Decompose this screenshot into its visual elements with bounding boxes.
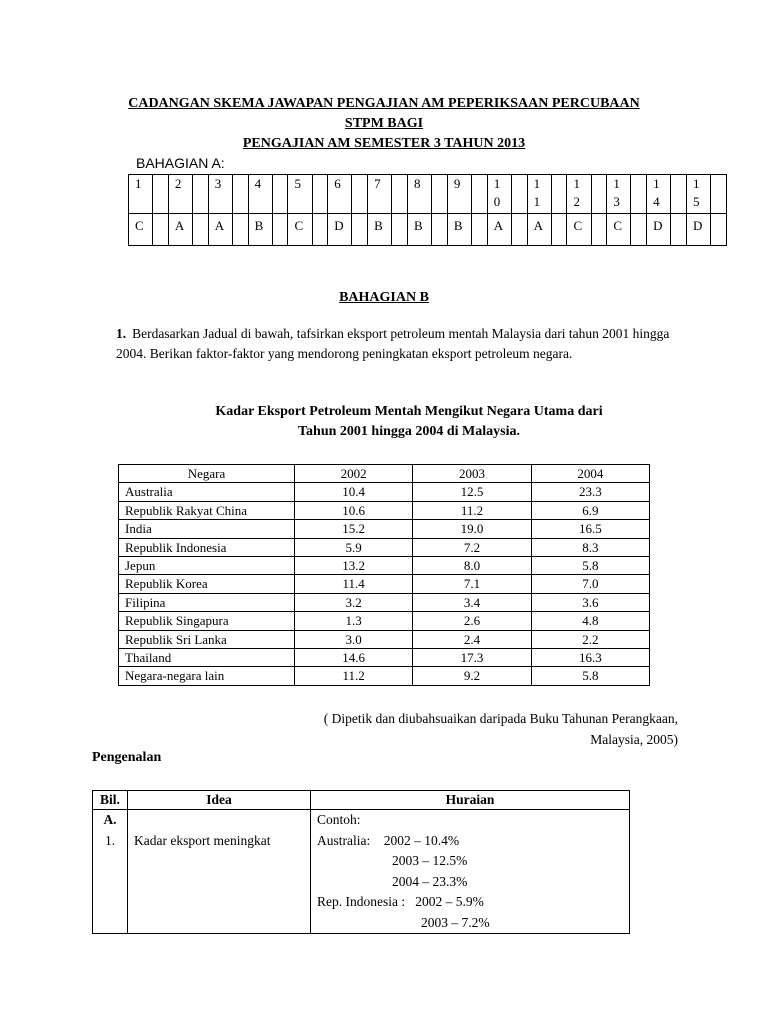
country-cell: Republik Sri Lanka [119,630,295,648]
question-number-cell: 4 [248,175,272,214]
source-line-2: Malaysia, 2005) [590,732,678,747]
spacer-cell [272,175,288,214]
value-cell: 2.6 [413,612,531,630]
export-data-table [118,464,650,686]
pengenalan-heading: Pengenalan [92,750,162,765]
column-header: 2002 [295,465,413,483]
huraian-line: Australia: 2002 – 10.4% [317,832,460,848]
section-label: A. [103,812,117,827]
question-number-cell: 5 [288,175,312,214]
table-row [119,557,650,575]
question-1 [116,324,676,363]
value-cell: 5.8 [531,667,649,685]
question-number: 1. [116,326,127,341]
value-cell: 17.3 [413,649,531,667]
table-row [119,483,650,501]
answer-cell: B [447,214,471,246]
question-number-cell: 1 4 [647,175,671,214]
answer-cell: D [687,214,711,246]
country-cell: Republik Korea [119,575,295,593]
column-header-idea: Idea [128,791,311,810]
spacer-cell [153,214,169,246]
value-cell: 11.2 [295,667,413,685]
spacer-cell [432,214,448,246]
table-row [119,630,650,648]
table-row [119,538,650,556]
bil-cell [93,810,128,934]
table-title-line-1: Kadar Eksport Petroleum Mentah Mengikut Negara Utama dari [215,404,603,419]
title-line-2: STPM BAGI [344,116,424,131]
value-cell: 9.2 [413,667,531,685]
bahagian-b-label: BAHAGIAN B [339,290,429,305]
table-row [119,520,650,538]
answer-cell: C [567,214,591,246]
spacer-cell [711,214,727,246]
huraian-line: 2003 – 7.2% [421,914,490,930]
question-number-cell: 7 [368,175,392,214]
table-title [0,402,768,442]
value-cell: 1.3 [295,612,413,630]
answer-cell: C [129,214,153,246]
source-citation [280,708,678,750]
spacer-cell [711,175,727,214]
spacer-cell [591,175,607,214]
question-number-cell: 2 [168,175,192,214]
answer-cell: D [647,214,671,246]
country-cell: India [119,520,295,538]
value-cell: 2.4 [413,630,531,648]
title-line-1: CADANGAN SKEMA JAWAPAN PENGAJIAN AM PEPERIKSAAN PERCUBAAN [128,96,640,111]
value-cell: 10.6 [295,501,413,519]
idea-cell [128,810,311,934]
value-cell: 7.0 [531,575,649,593]
spacer-cell [591,214,607,246]
spacer-cell [192,175,208,214]
spacer-cell [472,214,488,246]
spacer-cell [551,214,567,246]
item-idea: Kadar eksport meningkat [134,832,271,848]
country-cell: Republik Singapura [119,612,295,630]
answer-cell: A [487,214,511,246]
value-cell: 2.2 [531,630,649,648]
spacer-cell [631,175,647,214]
question-number-cell: 1 [129,175,153,214]
country-cell: Republik Indonesia [119,538,295,556]
value-cell: 10.4 [295,483,413,501]
question-text: Berdasarkan Jadual di bawah, tafsirkan eksport petroleum mentah Malaysia dari tahun 2001 hingga 2004. Berikan faktor-faktor yang mendorong peningkatan eksport petroleum negara. [116,326,670,361]
spacer-cell [671,214,687,246]
value-cell: 13.2 [295,557,413,575]
table-title-line-2: Tahun 2001 hingga 2004 di Malaysia. [298,424,520,439]
answer-cell: B [408,214,432,246]
pengenalan-table [92,790,630,934]
spacer-cell [312,214,328,246]
value-cell: 6.9 [531,501,649,519]
spacer-cell [352,214,368,246]
answer-cell: B [248,214,272,246]
value-cell: 8.0 [413,557,531,575]
column-header: 2003 [413,465,531,483]
question-number-cell: 1 2 [567,175,591,214]
country-cell: Jepun [119,557,295,575]
column-header-bil: Bil. [93,791,128,810]
spacer-cell [392,214,408,246]
column-header-huraian: Huraian [311,791,630,810]
answer-cell: C [288,214,312,246]
question-number-cell: 1 0 [487,175,511,214]
value-cell: 12.5 [413,483,531,501]
column-header: 2004 [531,465,649,483]
spacer-cell [511,175,527,214]
answer-cell: B [368,214,392,246]
value-cell: 11.2 [413,501,531,519]
table-row [119,501,650,519]
spacer-cell [432,175,448,214]
country-cell: Australia [119,483,295,501]
table-header-row [119,465,650,483]
value-cell: 5.9 [295,538,413,556]
column-header: Negara [119,465,295,483]
huraian-line: 2003 – 12.5% [392,853,468,868]
table-row [119,612,650,630]
question-number-cell: 6 [328,175,352,214]
answer-cell: A [208,214,232,246]
question-number-cell: 1 3 [607,175,631,214]
huraian-line: 2004 – 23.3% [392,873,468,889]
value-cell: 16.3 [531,649,649,667]
answer-key-number-row [129,175,727,214]
value-cell: 16.5 [531,520,649,538]
value-cell: 4.8 [531,612,649,630]
spacer-cell [551,175,567,214]
document-title [0,94,768,154]
spacer-cell [352,175,368,214]
question-number-cell: 9 [447,175,471,214]
bahagian-a-label: BAHAGIAN A: [136,155,225,171]
spacer-cell [671,175,687,214]
spacer-cell [312,175,328,214]
title-line-3: PENGAJIAN AM SEMESTER 3 TAHUN 2013 [242,136,526,151]
value-cell: 7.1 [413,575,531,593]
spacer-cell [153,175,169,214]
table-row [119,593,650,611]
question-number-cell: 3 [208,175,232,214]
country-cell: Filipina [119,593,295,611]
item-number: 1. [104,832,116,848]
answer-key-answer-row [129,214,727,246]
spacer-cell [192,214,208,246]
source-line-1: ( Dipetik dan diubahsuaikan daripada Buku Tahunan Perangkaan, [323,711,678,726]
question-number-cell: 8 [408,175,432,214]
table-row [119,575,650,593]
pengenalan-header-row [93,791,630,810]
huraian-line: Rep. Indonesia : 2002 – 5.9% [317,894,484,909]
question-number-cell: 1 1 [527,175,551,214]
country-cell: Republik Rakyat China [119,501,295,519]
table-row [119,649,650,667]
answer-cell: A [527,214,551,246]
value-cell: 3.4 [413,593,531,611]
answer-cell: D [328,214,352,246]
spacer-cell [392,175,408,214]
spacer-cell [631,214,647,246]
value-cell: 11.4 [295,575,413,593]
answer-key-table [128,174,727,246]
huraian-line: Contoh: [317,812,361,827]
value-cell: 3.0 [295,630,413,648]
answer-cell: C [607,214,631,246]
country-cell: Thailand [119,649,295,667]
question-number-cell: 1 5 [687,175,711,214]
value-cell: 15.2 [295,520,413,538]
spacer-cell [232,214,248,246]
value-cell: 23.3 [531,483,649,501]
value-cell: 5.8 [531,557,649,575]
pengenalan-row [93,810,630,934]
value-cell: 7.2 [413,538,531,556]
huraian-cell [311,810,630,934]
table-row [119,667,650,685]
answer-cell: A [168,214,192,246]
value-cell: 14.6 [295,649,413,667]
spacer-cell [272,214,288,246]
spacer-cell [232,175,248,214]
country-cell: Negara-negara lain [119,667,295,685]
value-cell: 3.2 [295,593,413,611]
spacer-cell [511,214,527,246]
value-cell: 19.0 [413,520,531,538]
spacer-cell [472,175,488,214]
value-cell: 3.6 [531,593,649,611]
value-cell: 8.3 [531,538,649,556]
